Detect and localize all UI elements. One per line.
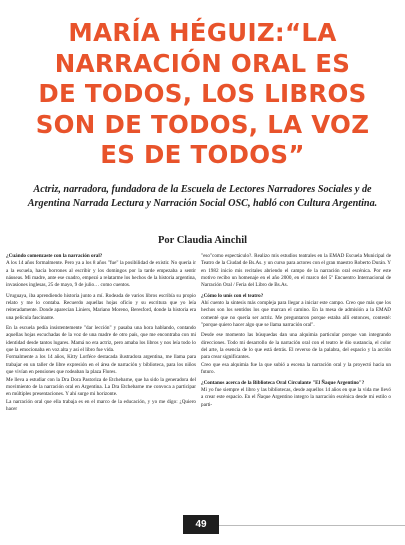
paragraph: "eso"como espectáculo?. Realizo mis estudios teatrales en la EMAD Escuela Municipal de Teatro de la Ciudad de Bs.As. y un curso para actores con el gran maestro Roberto Durán. Y en 1982 inicio mis recitales abriendo el campo de la narración oral escénica. Por este motivo recibo un homenaje en el año 2000, en el marco del 5º Encuentro Internacional de Narración Oral / Feria del Libro de Bs.As. [201, 253, 391, 289]
footer-rule [219, 525, 405, 526]
paragraph: Ahí cuento la síntesis más compleja para llegar a iniciar este campo. Creo que más que los hechos son los sentidos los que marcan el camino. En la mesa de admisión a la EMAD comenté que no quería ser actriz. Me preguntaron porque estaba allí entonces, contesté: "porque quiero hacer algo que se llama narración oral". [201, 300, 391, 329]
paragraph: Mi yo fue siempre el libro y las bibliotecas, desde aquellos 14 años en que la vida me llevó a crear este espacio. En el Ñaque Argentino integro la narración escénica desde mi estilo o parti- [201, 386, 391, 408]
headline-line: MARÍA HÉGUIZ:“LA [68, 18, 337, 47]
byline: Por Claudia Ainchil [157, 235, 248, 246]
article-headline [10, 18, 395, 171]
paragraph: Creo que esa alquimia fue la que subió a escena la narración oral y la proyectó hacia un futuro. [201, 361, 391, 376]
article-deck: Actriz, narradora, fundadora de la Escuela de Lectores Narradores Sociales y de Argentina Narrada Lectura y Narración Social OSC, habló con Cultura Argentina. [27, 184, 378, 209]
paragraph: Formalmente a los 14 años, Kitty Lorféce destacada ilustradora argentina, me llama para trabajar en un taller de libre expresión en el área de narración y biblioteca, para los niños que vivían en pensiones que rodeaban la plaza Flores. [6, 354, 196, 376]
paragraph: Uruguaya, iba aprendiendo historia junto a mí. Rodeada de varios libros escribía su propio relato y me lo contaba. Recuerdo aquellas hojas oficio y su escritura que yo leía reiteradamente. Donde aparecían Liniers, Mariano Moreno, Beresford, donde la historia era una película fascinante. [6, 292, 196, 321]
paragraph: Desde ese momento las búsquedas dan una alquimia particular porque van integrando direcciones. Todo mi desarrollo de la narración oral con el teatro le dio sustancia, el color del arte, la esencia de lo que está detrás. El reverso de la palabra, del espacio y la acción para crear significantes. [201, 332, 391, 361]
body-column-left [6, 253, 196, 413]
headline-line: DE TODOS, LOS LIBROS [38, 79, 367, 108]
headline-line: NARRACIÓN ORAL ES [54, 48, 351, 78]
page-number: 49 [183, 515, 219, 534]
headline-line: ES DE TODOS” [100, 140, 305, 169]
headline-line: SON DE TODOS, LA VOZ [35, 109, 370, 139]
interview-question: ¿Cómo lo unís con el teatro? [201, 292, 264, 299]
interview-question: ¿Cuándo comenzaste con la narración oral? [6, 253, 103, 259]
paragraph: Me lleva a estudiar con la Dra Dora Pastoriza de Etchebarne, que ha sido la generadora del movimiento de la narración oral en Argentina. La Dra Etchebarne me convoca a participar en múltiples presentaciones. Y ahí surge mi horizonte. [6, 376, 196, 398]
paragraph: La narración oral que ella trabaja es en el marco de la educación, y yo me digo: ¿Quiero hacer [6, 398, 196, 412]
paragraph: A los 14 años formalmente. Pero ya a los 8 años "fue" la posibilidad de existir. No quería ir a la escuela, hacía borrones al escribir y los domingos por la tarde empezaba a sentir náuseas. Mi madre, ante ese cuadro, empezó a relatarme los hechos de la historia argentina, invasiones inglesas, 25 de mayo, 9 de julio… como cuentos. [6, 260, 196, 289]
interview-question: ¿Contanos acerca de la Biblioteca Oral Circulante "El Ñaque Argentino"? [201, 379, 365, 386]
paragraph: En la escuela pedía insistentemente "dar lección" y pasaba una hora hablando, contando aquellas hojas escuchadas de la voz de una madre de otro país, que me encontraba con mi identidad desde tantos lugares. Mamá no era actriz, pero amaba los libros y nos leía todo lo que la emocionaba en voz alta y así el libro fue vida. [6, 325, 196, 354]
body-column-right [201, 253, 391, 409]
